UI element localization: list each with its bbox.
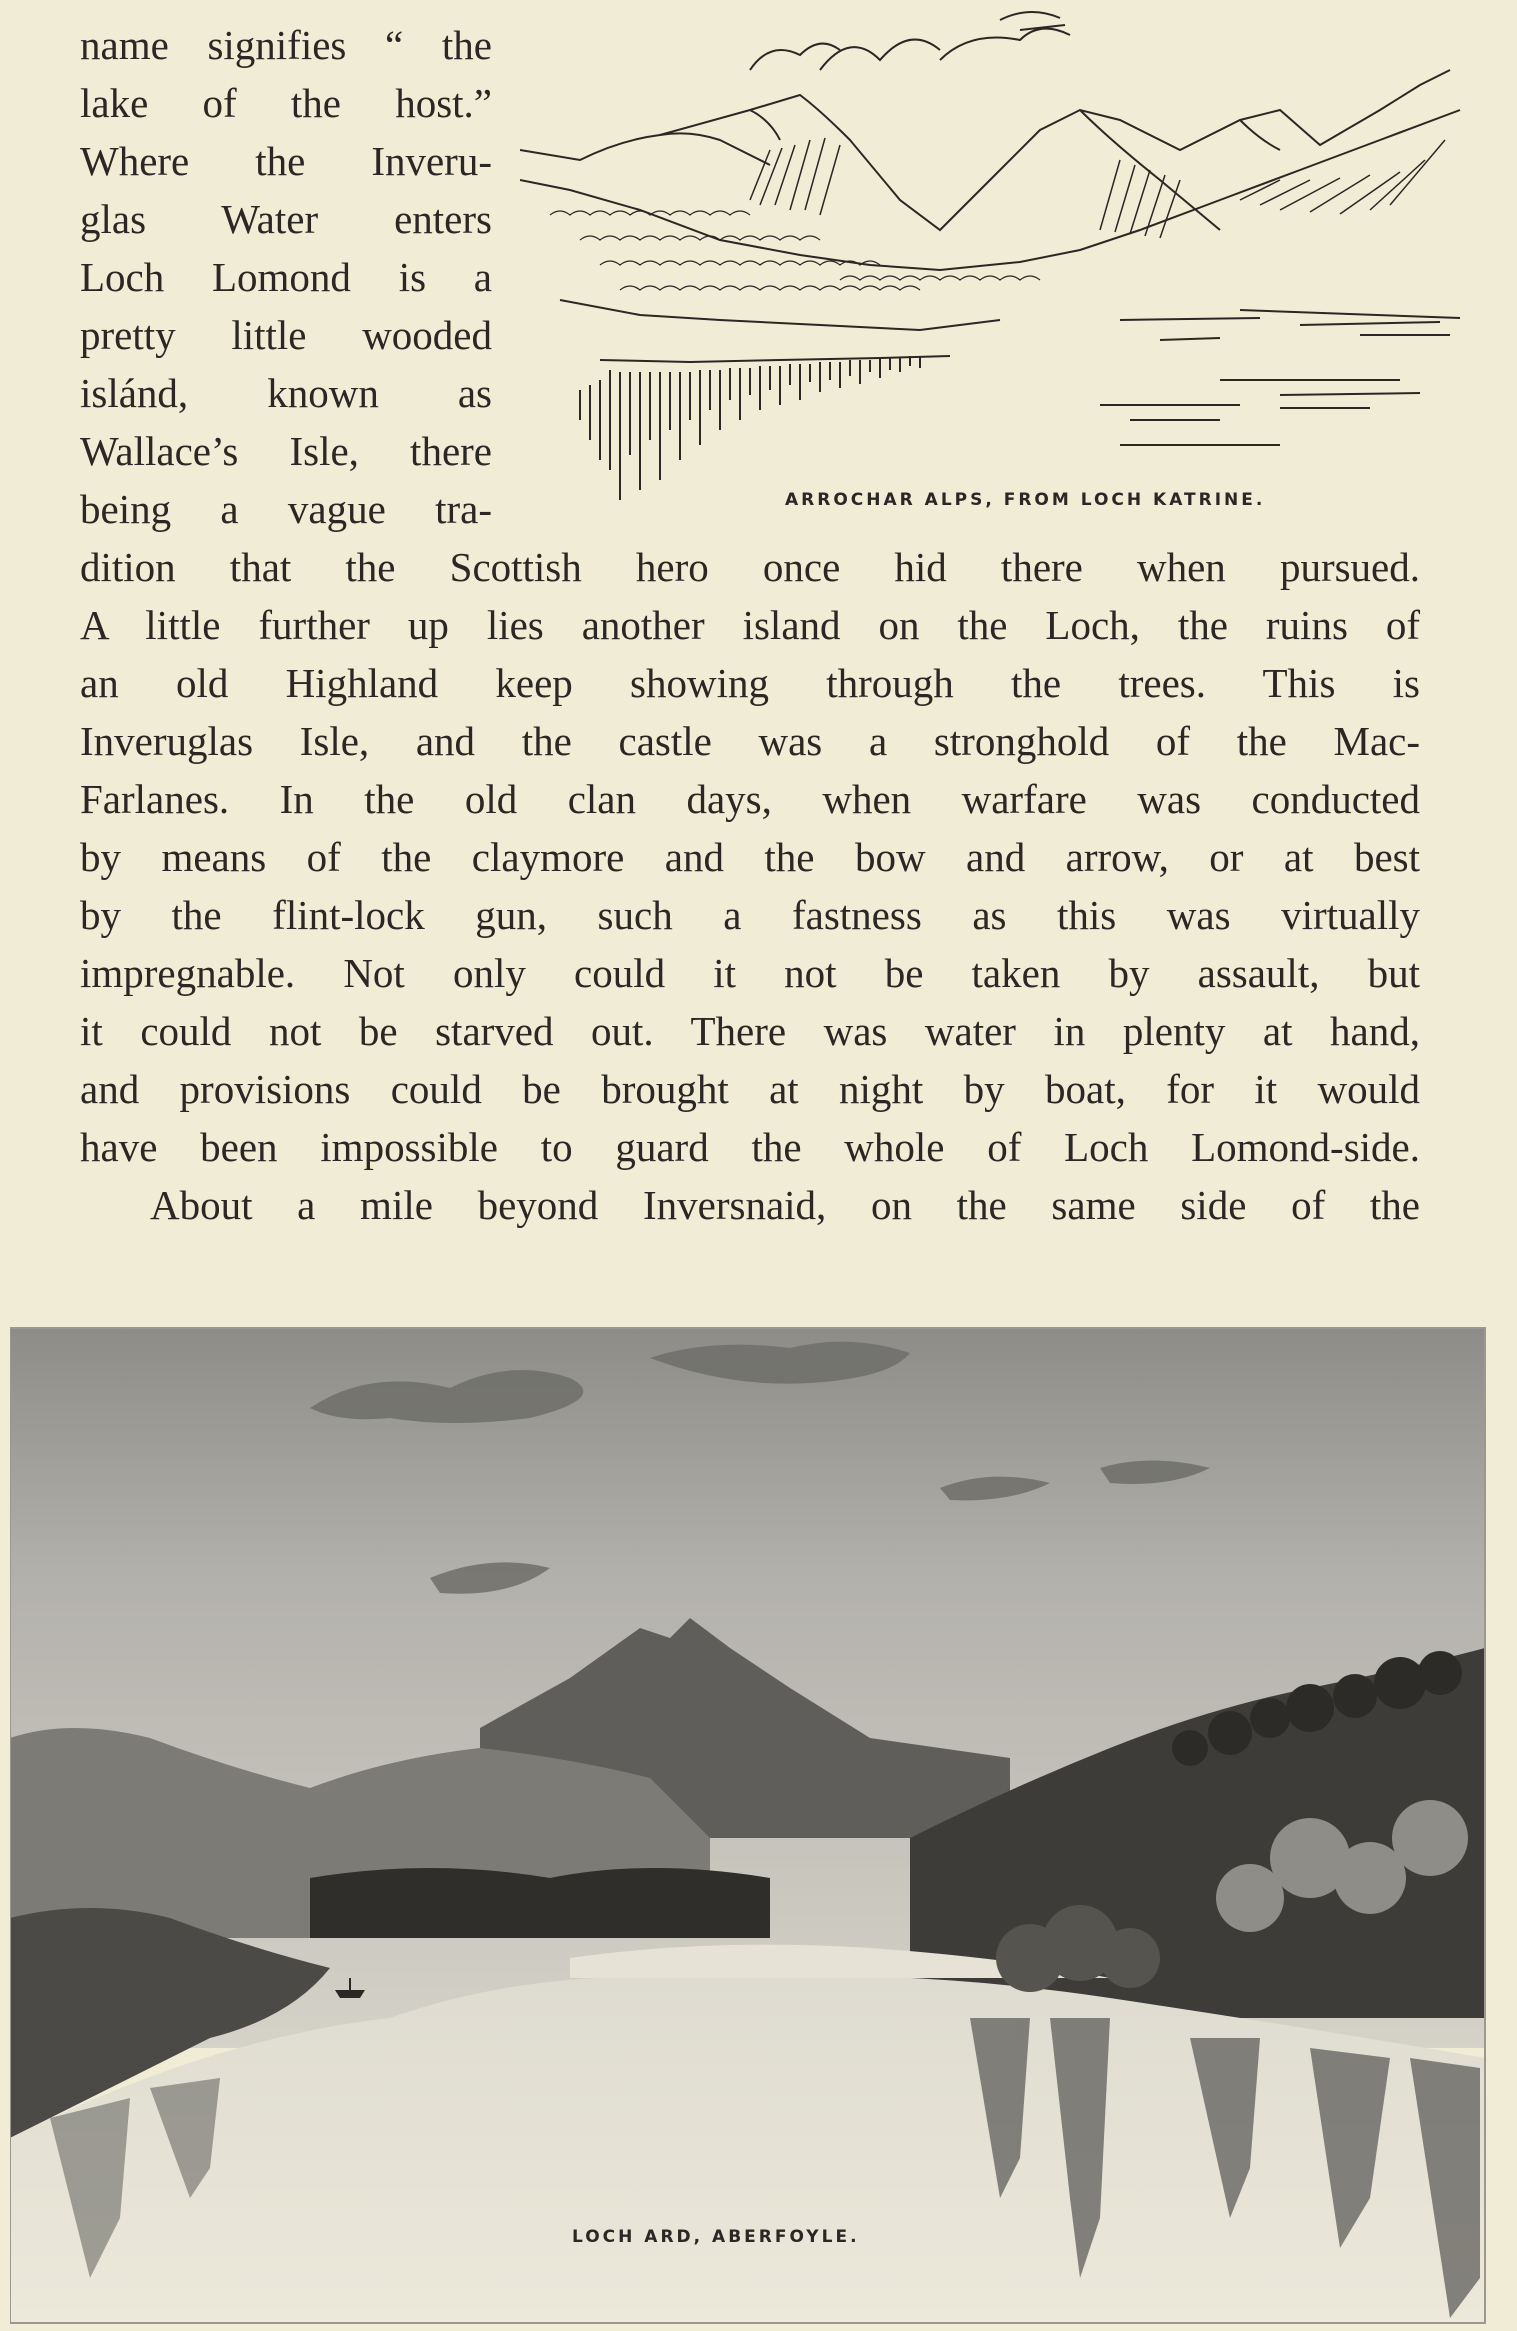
text-line-4: glas Water enters — [80, 196, 492, 242]
text-line-17: impregnable. Not only could it not be taken by assault, but — [80, 950, 1420, 996]
text-line-8: Wallace’s Isle, there — [80, 428, 492, 474]
text-line-3: Where the Inveru- — [80, 138, 492, 184]
text-line-7: islánd, known as — [80, 370, 492, 416]
text-line-9: being a vague tra- — [80, 486, 492, 532]
text-line-20: have been impossible to guard the whole of Loch Lomond-side. — [80, 1124, 1420, 1170]
text-line-1: name signifies “ the — [80, 22, 492, 68]
text-line-11: A little further up lies another island on the Loch, the ruins of — [80, 602, 1420, 648]
text-line-19: and provisions could be brought at night by boat, for it would — [80, 1066, 1420, 1112]
text-line-12: an old Highland keep showing through the trees. This is — [80, 660, 1420, 706]
arrochar-alps-illustration — [520, 0, 1480, 530]
text-line-2: lake of the host.” — [80, 80, 492, 126]
text-line-15: by means of the claymore and the bow and arrow, or at best — [80, 834, 1420, 880]
top-figure-caption: ARROCHAR ALPS, FROM LOCH KATRINE. — [785, 490, 1266, 510]
text-line-13: Inveruglas Isle, and the castle was a stronghold of the Mac- — [80, 718, 1420, 764]
text-line-10: dition that the Scottish hero once hid there when pursued. — [80, 544, 1420, 590]
text-line-5: Loch Lomond is a — [80, 254, 492, 300]
loch-ard-illustration — [10, 1318, 1490, 2328]
text-line-21: About a mile beyond Inversnaid, on the same side of the — [150, 1182, 1420, 1228]
text-line-18: it could not be starved out. There was water in plenty at hand, — [80, 1008, 1420, 1054]
text-line-16: by the flint-lock gun, such a fastness as this was virtually — [80, 892, 1420, 938]
text-line-6: pretty little wooded — [80, 312, 492, 358]
text-line-14: Farlanes. In the old clan days, when warfare was conducted — [80, 776, 1420, 822]
bottom-figure-caption: LOCH ARD, ABERFOYLE. — [572, 2227, 860, 2247]
